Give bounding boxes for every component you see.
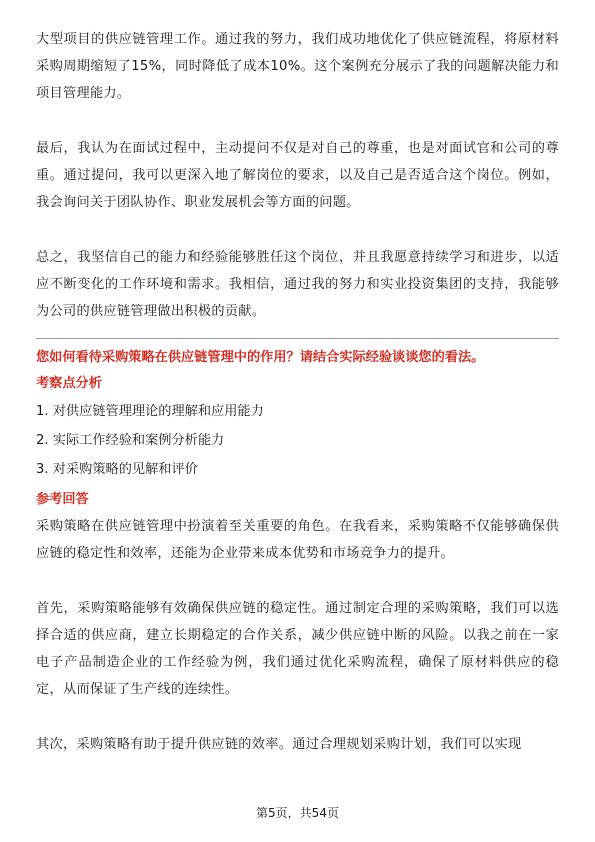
analysis-point: 2. 实际工作经验和案例分析能力 (36, 433, 225, 448)
paragraph-project-experience: 大型项目的供应链管理工作。通过我的努力，我们成功地优化了供应链流程，将原材料采购周期缩短了15%，同时降低了成本10%。这个案例充分展示了我的问题解决能力和项目管理能力。 (36, 32, 559, 101)
analysis-point: 3. 对采购策略的见解和评价 (36, 462, 198, 477)
answer-paragraph-efficiency: 其次，采购策略有助于提升供应链的效率。通过合理规划采购计划，我们可以实现 (36, 737, 522, 752)
interview-question: 您如何看待采购策略在供应链管理中的作用？请结合实际经验谈谈您的看法。 (36, 350, 485, 365)
page-number: 第5页，共54页 (256, 806, 339, 820)
analysis-point: 1. 对供应链管理理论的理解和应用能力 (36, 404, 264, 419)
section-divider (36, 338, 559, 339)
analysis-list (36, 397, 559, 484)
analysis-heading: 考察点分析 (36, 376, 102, 391)
answer-paragraph-stability: 首先，采购策略能够有效确保供应链的稳定性。通过制定合理的采购策略，我们可以选择合适的供应商，建立长期稳定的合作关系，减少供应链中断的风险。以我之前在一家电子产品制造企业的工作经验为例，我们通过优化采购流程，确保了原材料供应的稳定，从而保证了生产线的连续性。 (36, 601, 559, 697)
page-content (36, 26, 559, 758)
answer-heading: 参考回答 (36, 492, 89, 507)
paragraph-asking-questions: 最后，我认为在面试过程中，主动提问不仅是对自己的尊重，也是对面试官和公司的尊重。通过提问，我可以更深入地了解岗位的要求，以及自己是否适合这个岗位。例如，我会询问关于团队协作、职业发展机会等方面的问题。 (36, 141, 559, 210)
answer-paragraph-intro: 采购策略在供应链管理中扮演着至关重要的角色。在我看来，采购策略不仅能够确保供应链的稳定性和效率，还能为企业带来成本优势和市场竞争力的提升。 (36, 519, 559, 561)
paragraph-conclusion: 总之，我坚信自己的能力和经验能够胜任这个岗位，并且我愿意持续学习和进步，以适应不断变化的工作环境和需求。我相信，通过我的努力和实业投资集团的支持，我能够为公司的供应链管理做出积极的贡献。 (36, 250, 559, 319)
